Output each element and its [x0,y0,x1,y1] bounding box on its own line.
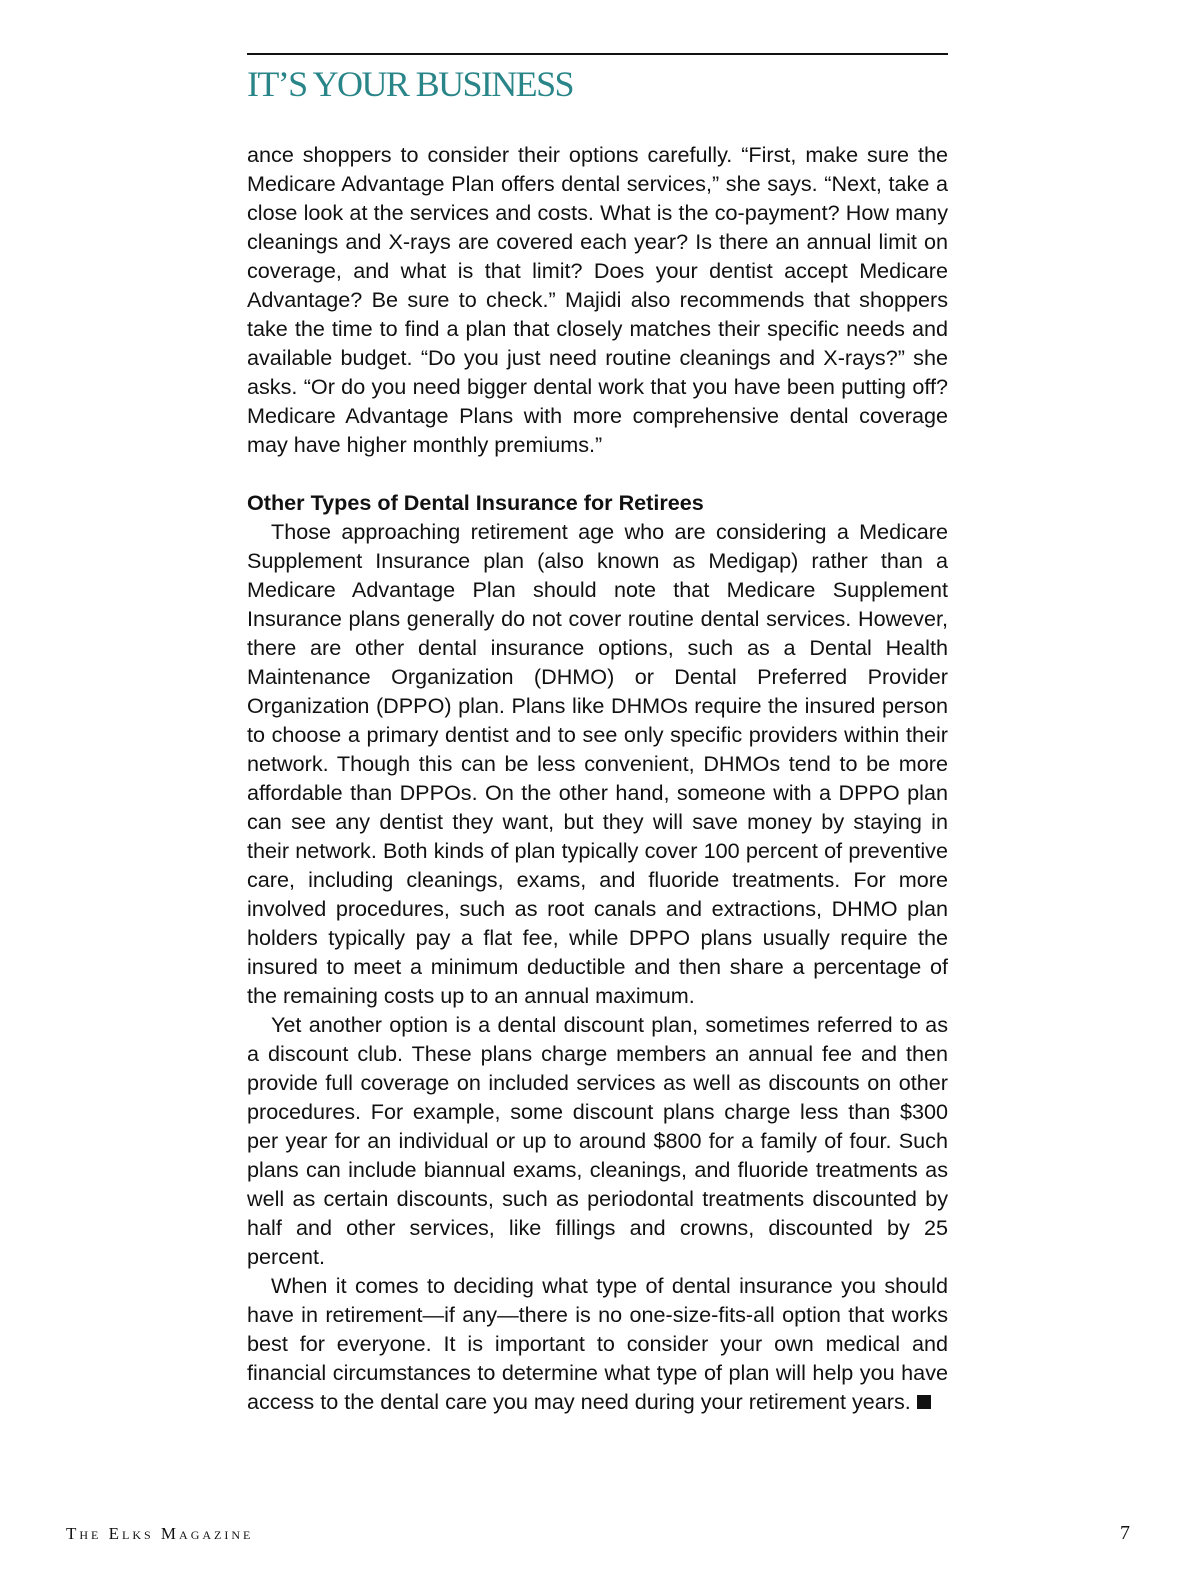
footer-page-number: 7 [1120,1522,1130,1544]
article-paragraph-4 [247,1271,948,1416]
article-paragraph-1: ance shoppers to consider their options carefully. “First, make sure the Medicare Advantage Plan offers dental services,” she says. “Next, take a close look at the services and costs. What is the co-payment? How many cleanings and X-rays are covered each year? Is there an annual limit on coverage, and what is that limit? Does your dentist accept Medicare Advantage? Be sure to check.” Majidi also recommends that shoppers take the time to find a plan that closely matches their specific needs and available budget. “Do you just need routine cleanings and X-rays?” she asks. “Or do you need bigger dental work that you have been putting off? Medicare Advantage Plans with more comprehensive dental coverage may have higher monthly premiums.” [247,142,948,457]
article-paragraph-2: Those approaching retirement age who are considering a Medicare Supplement Insurance plan (also known as Medigap) rather than a Medicare Advantage Plan should note that Medicare Supplement Insurance plans generally do not cover routine dental services. However, there are other dental insurance options, such as a Dental Health Maintenance Organization (DHMO) or Dental Preferred Provider Organization (DPPO) plan. Plans like DHMOs require the insured person to choose a primary dentist and to see only specific providers within their network. Though this can be less convenient, DHMOs tend to be more affordable than DPPOs. On the other hand, someone with a DPPO plan can see any dentist they want, but they will save money by staying in their network. Both kinds of plan typically cover 100 percent of preventive care, including cleanings, exams, and fluoride treatments. For more involved procedures, such as root canals and extractions, DHMO plan holders typically pay a flat fee, while DPPO plans usually require the insured to meet a minimum deductible and then share a percentage of the remaining costs up to an annual maximum. [247,519,948,1008]
article-subheading: Other Types of Dental Insurance for Retirees [247,490,704,515]
header-rule [247,53,948,55]
end-of-article-square-icon [917,1395,931,1409]
article-paragraph-4-text: When it comes to deciding what type of dental insurance you should have in retirement—if any—there is no one-size-fits-all option that works best for everyone. It is important to consider your own medical and financial circumstances to determine what type of plan will help you have access to the dental care you may need during your retirement years. [247,1273,948,1414]
article-body [247,140,948,1416]
article-paragraph-3: Yet another option is a dental discount plan, sometimes referred to as a discount club. These plans charge members an annual fee and then provide full coverage on included services as well as discounts on other procedures. For example, some discount plans charge less than $300 per year for an individual or up to around $800 for a family of four. Such plans can include biannual exams, cleanings, and fluoride treatments as well as certain discounts, such as periodontal treatments discounted by half and other services, like fillings and crowns, discounted by 25 percent. [247,1012,948,1269]
section-title: IT’S YOUR BUSINESS [247,64,573,104]
footer-magazine-name: The Elks Magazine [66,1524,254,1543]
